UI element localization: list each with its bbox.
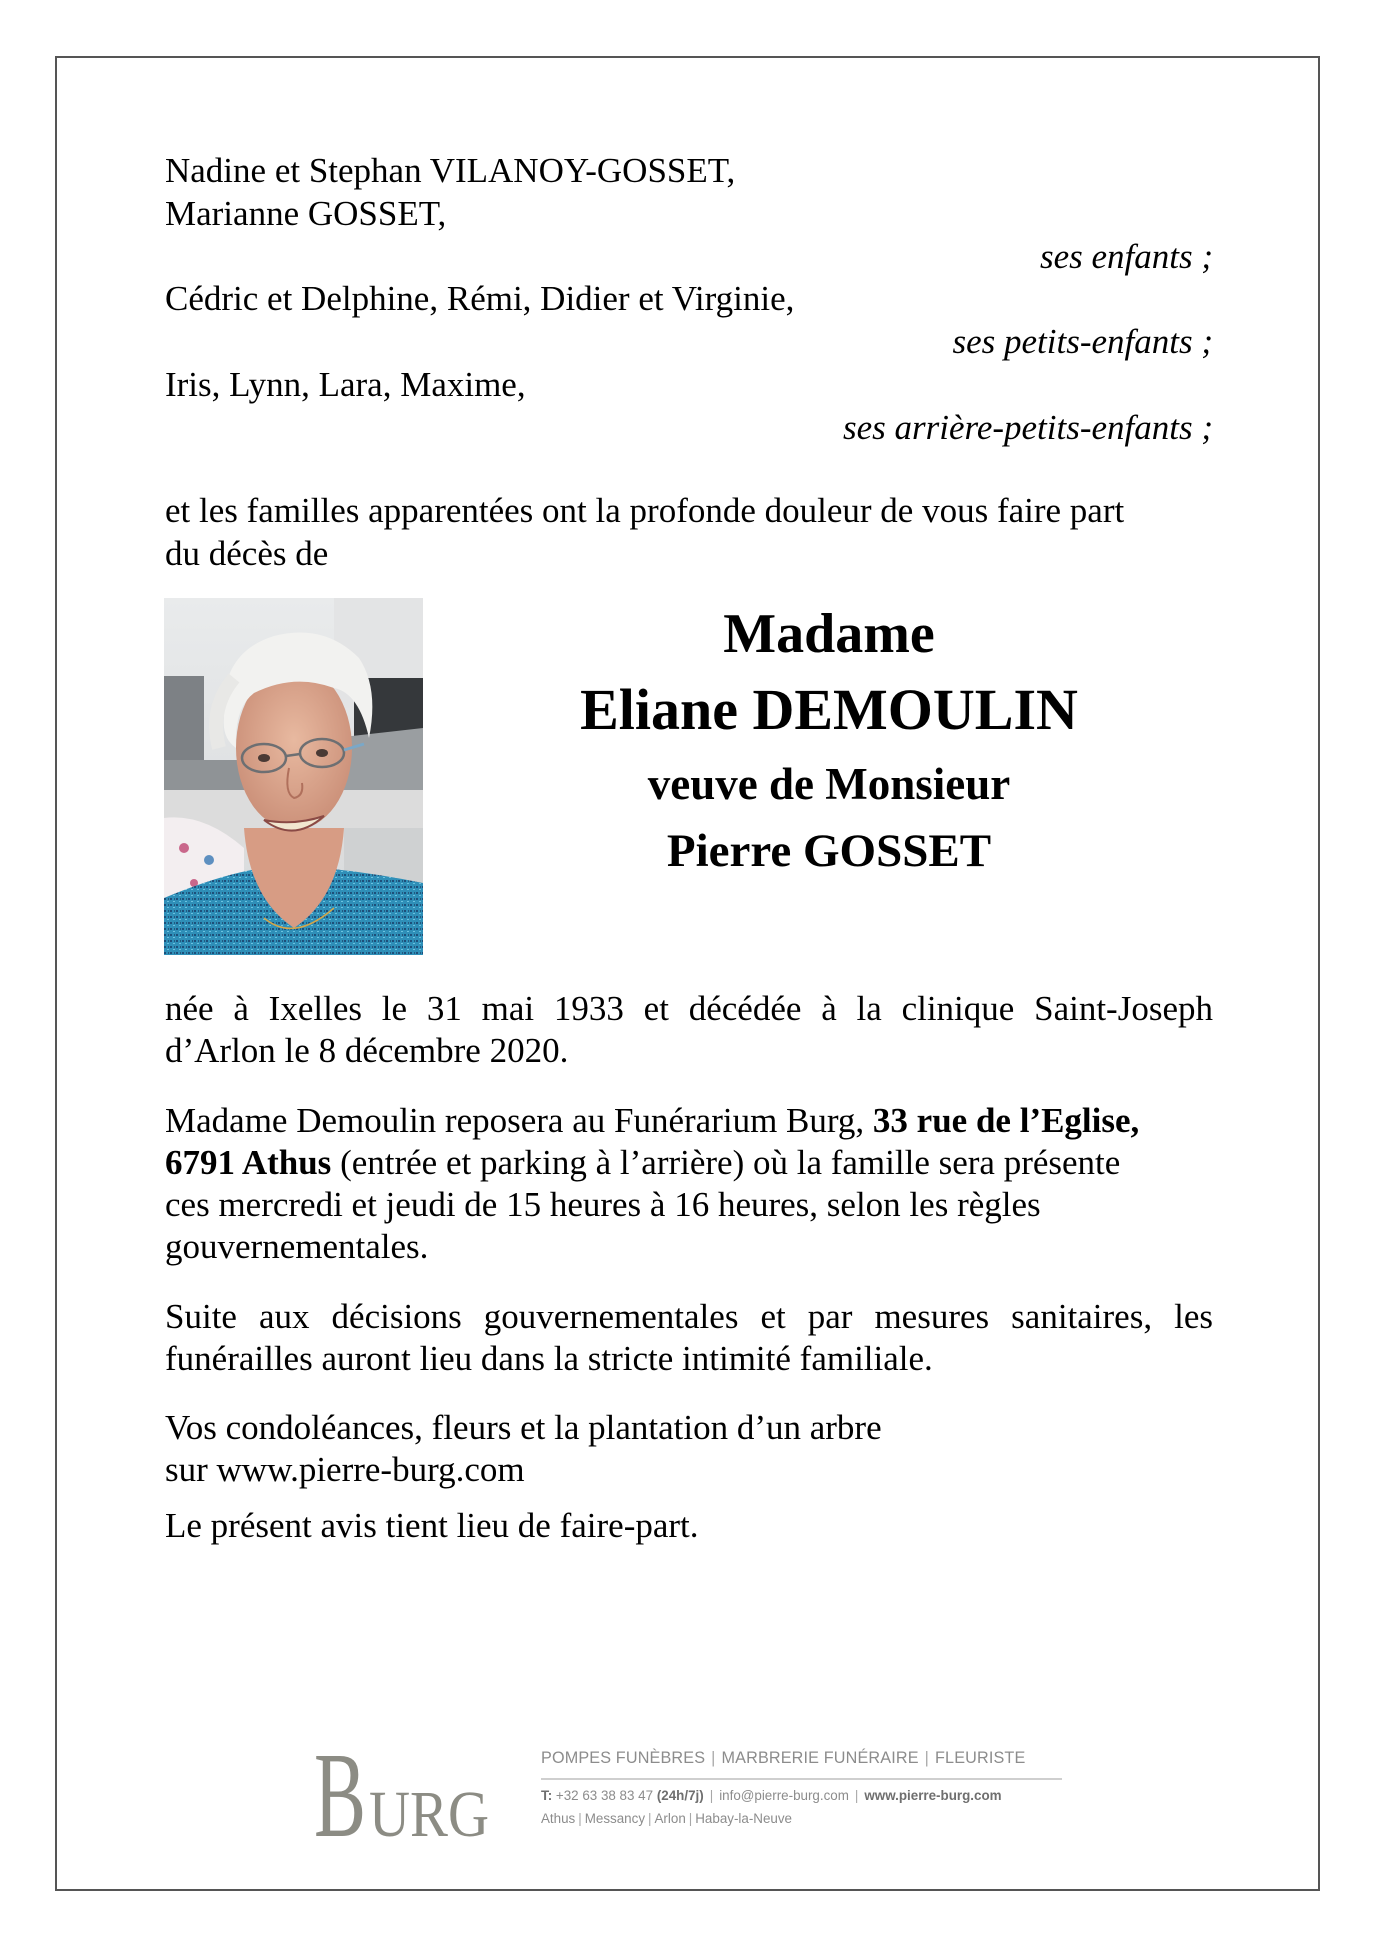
announcement-line: du décès de (165, 533, 329, 573)
deceased-relation: veuve de Monsieur (647, 759, 1011, 809)
logo-text: URG (369, 1778, 489, 1851)
contact-line (541, 1788, 1002, 1804)
deceased-title: Madame (723, 603, 935, 665)
location-item: Athus (541, 1811, 576, 1826)
portrait-photo (164, 598, 423, 955)
family-line: Nadine et Stephan VILANOY-GOSSET, (165, 151, 736, 190)
deceased-name: Eliane DEMOULIN (580, 677, 1078, 742)
separator: | (709, 1788, 714, 1803)
viewing-paragraph (165, 1100, 1213, 1268)
viewing-text: (entrée et parking à l’arrière) où la famille sera présente (331, 1143, 1121, 1182)
viewing-address: 33 rue de l’Eglise, (872, 1101, 1140, 1140)
separator: | (711, 1749, 716, 1767)
funeral-paragraph (165, 1296, 1213, 1380)
website-link[interactable]: www.pierre-burg.com (864, 1788, 1002, 1803)
paragraph-line: Suite aux décisions gouvernementales et par mesures sanitaires, les (165, 1297, 1213, 1336)
paragraph-line: gouvernementales. (165, 1227, 429, 1266)
birth-death-paragraph (165, 988, 1213, 1072)
paragraph-line: née à Ixelles le 31 mai 1933 et décédée à la clinique Saint-Joseph (165, 989, 1213, 1028)
location-item: Messancy (584, 1811, 646, 1826)
paragraph-line: d’Arlon le 8 décembre 2020. (165, 1031, 569, 1070)
notice-text: Le présent avis tient lieu de faire-part. (165, 1506, 699, 1545)
phone-hours: (24h/7j) (656, 1788, 704, 1803)
phone-number[interactable]: +32 63 38 83 47 (555, 1788, 654, 1803)
service-item: FLEURISTE (935, 1749, 1026, 1767)
location-item: Arlon (654, 1811, 686, 1826)
viewing-city: 6791 Athus (165, 1143, 332, 1182)
relation-label: ses enfants ; (1039, 236, 1213, 276)
relation-label: ses arrière-petits-enfants ; (842, 407, 1213, 447)
relation-label: ses petits-enfants ; (952, 322, 1213, 362)
spouse-name: Pierre GOSSET (666, 825, 992, 877)
service-item: POMPES FUNÈBRES (541, 1749, 706, 1767)
paragraph-line (165, 1142, 1213, 1184)
announcement-line: et les familles apparentées ont la profonde douleur de vous faire part (165, 491, 1125, 530)
announcement (165, 490, 1213, 576)
condolences-paragraph (165, 1407, 1213, 1491)
paragraph-line: sur www.pierre-burg.com (165, 1450, 525, 1489)
burg-logo (312, 1728, 494, 1863)
service-item: MARBRERIE FUNÉRAIRE (721, 1749, 919, 1767)
family-line: Iris, Lynn, Lara, Maxime, (165, 364, 526, 404)
services-line (541, 1749, 1025, 1767)
paragraph-line (165, 1100, 1213, 1142)
location-item: Habay-la-Neuve (695, 1811, 793, 1826)
viewing-text: Madame Demoulin reposera au Funérarium Burg, (165, 1101, 873, 1140)
footer-divider (541, 1778, 1062, 1780)
separator: | (854, 1788, 859, 1803)
logo-initial: B (314, 1728, 366, 1863)
family-line: Marianne GOSSET, (165, 193, 447, 233)
paragraph-line: Vos condoléances, fleurs et la plantation d’un arbre (165, 1408, 882, 1447)
separator: | (688, 1811, 693, 1826)
locations-line (541, 1811, 792, 1827)
family-line: Cédric et Delphine, Rémi, Didier et Virginie, (165, 279, 795, 319)
notice (165, 1505, 1213, 1547)
paragraph-line: funérailles auront lieu dans la stricte intimité familiale. (165, 1339, 933, 1378)
email-link[interactable]: info@pierre-burg.com (719, 1788, 849, 1803)
paragraph-line: ces mercredi et jeudi de 15 heures à 16 heures, selon les règles (165, 1185, 1041, 1224)
phone-label: T: (541, 1788, 553, 1803)
separator: | (578, 1811, 582, 1826)
family-list (165, 150, 1213, 450)
separator: | (648, 1811, 652, 1826)
separator: | (924, 1749, 930, 1767)
